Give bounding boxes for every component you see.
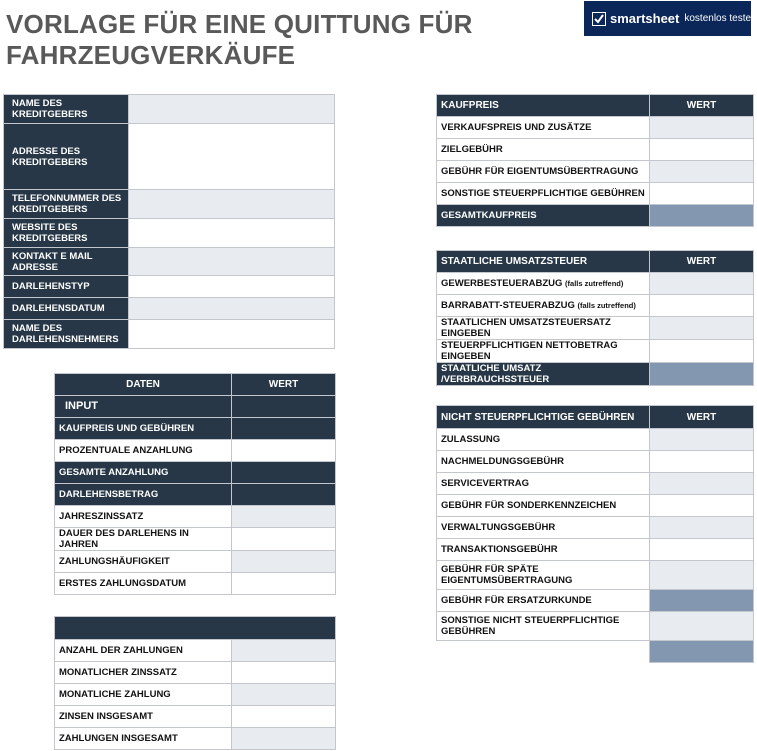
smartsheet-check-icon <box>592 12 606 26</box>
total-purchase-price-label: GESAMTKAUFPREIS <box>437 205 650 227</box>
smartsheet-logo-button[interactable] <box>584 1 757 36</box>
nontax-value-header: WERT <box>650 406 754 429</box>
lender-website-value[interactable] <box>129 219 335 248</box>
trade-tax-deduction-cell <box>437 273 650 295</box>
destination-fee-value[interactable] <box>650 139 754 161</box>
loan-type-label: DARLEHENSTYP <box>4 276 129 298</box>
data-value-header: WERT <box>232 374 336 396</box>
trade-tax-deduction-note: (falls zutreffend) <box>565 279 624 288</box>
taxable-net-amount-value[interactable] <box>650 340 754 363</box>
annual-rate-label: JAHRESZINSSATZ <box>55 506 232 528</box>
loan-amount-label: DARLEHENSBETRAG <box>55 484 232 506</box>
special-plate-fee-value[interactable] <box>650 495 754 517</box>
lender-phone-value[interactable] <box>129 190 335 219</box>
taxable-net-amount-label: STEUERPFLICHTIGEN NETTOBETRAG EINGEBEN <box>437 340 650 363</box>
transaction-fee-label: TRANSAKTIONSGEBÜHR <box>437 539 650 561</box>
lender-name-value[interactable] <box>129 95 335 124</box>
total-purchase-price-value <box>650 205 754 227</box>
total-down-payment-label: GESAMTE ANZAHLUNG <box>55 462 232 484</box>
state-sales-tax-value <box>650 363 754 386</box>
lender-info-table <box>3 94 335 349</box>
nontaxable-fees-table <box>436 405 754 663</box>
borrower-name-label: NAME DES DARLEHENSNEHMERS <box>4 320 129 349</box>
state-sales-tax-label: STAATLICHE UMSATZ /VERBRAUCHSSTEUER <box>437 363 650 386</box>
sale-price-value[interactable] <box>650 117 754 139</box>
other-nontaxable-fees-label: SONSTIGE NICHT STEUERPFLICHTIGE GEBÜHREN <box>437 612 650 641</box>
loan-term-label: DAUER DES DARLEHENS IN JAHREN <box>55 528 232 551</box>
loan-date-value[interactable] <box>129 298 335 320</box>
purchase-fees-value <box>232 418 336 440</box>
tax-value-header: WERT <box>650 251 754 273</box>
title-transfer-fee-value[interactable] <box>650 161 754 183</box>
late-title-transfer-fee-value[interactable] <box>650 561 754 590</box>
monthly-payment-label: MONATLICHE ZAHLUNG <box>55 684 232 706</box>
payment-frequency-label: ZAHLUNGSHÄUFIGKEIT <box>55 551 232 573</box>
transaction-fee-value[interactable] <box>650 539 754 561</box>
other-taxable-fees-value[interactable] <box>650 183 754 205</box>
late-registration-fee-value[interactable] <box>650 451 754 473</box>
down-payment-percent-label: PROZENTUALE ANZAHLUNG <box>55 440 232 462</box>
nontax-total-value <box>650 641 754 663</box>
purchase-price-table <box>436 94 754 227</box>
purchase-value-header: WERT <box>650 95 754 117</box>
page-title: VORLAGE FÜR EINE QUITTUNG FÜR FAHRZEUGVERKÄUFE <box>6 9 473 70</box>
lender-website-label: WEBSITE DES KREDITGEBERS <box>4 219 129 248</box>
replacement-document-fee-label: GEBÜHR FÜR ERSATZURKUNDE <box>437 590 650 612</box>
down-payment-percent-value[interactable] <box>232 440 336 462</box>
service-contract-value[interactable] <box>650 473 754 495</box>
cash-rebate-deduction-note: (falls zutreffend) <box>577 301 636 310</box>
cash-rebate-deduction-cell <box>437 295 650 317</box>
purchase-fees-label: KAUFPREIS UND GEBÜHREN <box>55 418 232 440</box>
total-down-payment-value <box>232 462 336 484</box>
sale-price-label: VERKAUFSPREIS UND ZUSÄTZE <box>437 117 650 139</box>
registration-value[interactable] <box>650 429 754 451</box>
loan-amount-value <box>232 484 336 506</box>
cash-rebate-deduction-value[interactable] <box>650 295 754 317</box>
trade-tax-deduction-value[interactable] <box>650 273 754 295</box>
annual-rate-value[interactable] <box>232 506 336 528</box>
other-taxable-fees-label: SONSTIGE STEUERPFLICHTIGE GEBÜHREN <box>437 183 650 205</box>
lender-email-value[interactable] <box>129 248 335 276</box>
loan-term-value[interactable] <box>232 528 336 551</box>
logo-brand: smartsheet <box>610 11 680 26</box>
sales-tax-table <box>436 250 754 386</box>
lender-name-label: NAME DES KREDITGEBERS <box>4 95 129 124</box>
first-payment-date-label: ERSTES ZAHLUNGSDATUM <box>55 573 232 595</box>
loan-date-label: DARLEHENSDATUM <box>4 298 129 320</box>
input-section-value <box>232 396 336 418</box>
special-plate-fee-label: GEBÜHR FÜR SONDERKENNZEICHEN <box>437 495 650 517</box>
monthly-payment-value[interactable] <box>232 684 336 706</box>
loan-data-table <box>54 373 336 595</box>
lender-phone-label: TELEFONNUMMER DES KREDITGEBERS <box>4 190 129 219</box>
late-registration-fee-label: NACHMELDUNGSGEBÜHR <box>437 451 650 473</box>
trade-tax-deduction-label: GEWERBESTEUERABZUG <box>441 278 563 289</box>
destination-fee-label: ZIELGEBÜHR <box>437 139 650 161</box>
nontax-total-spacer <box>437 641 650 663</box>
total-interest-value[interactable] <box>232 706 336 728</box>
sales-tax-rate-value[interactable] <box>650 317 754 340</box>
summary-header <box>55 617 336 640</box>
monthly-rate-value[interactable] <box>232 662 336 684</box>
purchase-header: KAUFPREIS <box>437 95 650 117</box>
late-title-transfer-fee-label: GEBÜHR FÜR SPÄTE EIGENTUMSÜBERTRAGUNG <box>437 561 650 590</box>
replacement-document-fee-value <box>650 590 754 612</box>
title-transfer-fee-label: GEBÜHR FÜR EIGENTUMSÜBERTRAGUNG <box>437 161 650 183</box>
nontax-header: NICHT STEUERPFLICHTIGE GEBÜHREN <box>437 406 650 429</box>
registration-label: ZULASSUNG <box>437 429 650 451</box>
lender-email-label: KONTAKT E MAIL ADRESSE <box>4 248 129 276</box>
total-payments-label: ZAHLUNGEN INSGESAMT <box>55 728 232 750</box>
loan-type-value[interactable] <box>129 276 335 298</box>
tax-header: STAATLICHE UMSATZSTEUER <box>437 251 650 273</box>
other-nontaxable-fees-value[interactable] <box>650 612 754 641</box>
number-of-payments-value[interactable] <box>232 640 336 662</box>
total-interest-label: ZINSEN INSGESAMT <box>55 706 232 728</box>
data-header: DATEN <box>55 374 232 396</box>
input-section-label: INPUT <box>55 396 232 418</box>
payment-frequency-value[interactable] <box>232 551 336 573</box>
cash-rebate-deduction-label: BARRABATT-STEUERABZUG <box>441 300 575 311</box>
first-payment-date-value[interactable] <box>232 573 336 595</box>
payment-summary-table <box>54 616 336 750</box>
number-of-payments-label: ANZAHL DER ZAHLUNGEN <box>55 640 232 662</box>
admin-fee-label: VERWALTUNGSGEBÜHR <box>437 517 650 539</box>
logo-cta: kostenlos testen <box>684 13 757 24</box>
service-contract-label: SERVICEVERTRAG <box>437 473 650 495</box>
admin-fee-value[interactable] <box>650 517 754 539</box>
sales-tax-rate-label: STAATLICHEN UMSATZSTEUERSATZ EINGEBEN <box>437 317 650 340</box>
lender-address-label: ADRESSE DES KREDITGEBERS <box>4 124 129 190</box>
total-payments-value[interactable] <box>232 728 336 750</box>
monthly-rate-label: MONATLICHER ZINSSATZ <box>55 662 232 684</box>
borrower-name-value[interactable] <box>129 320 335 349</box>
lender-address-value[interactable] <box>129 124 335 190</box>
